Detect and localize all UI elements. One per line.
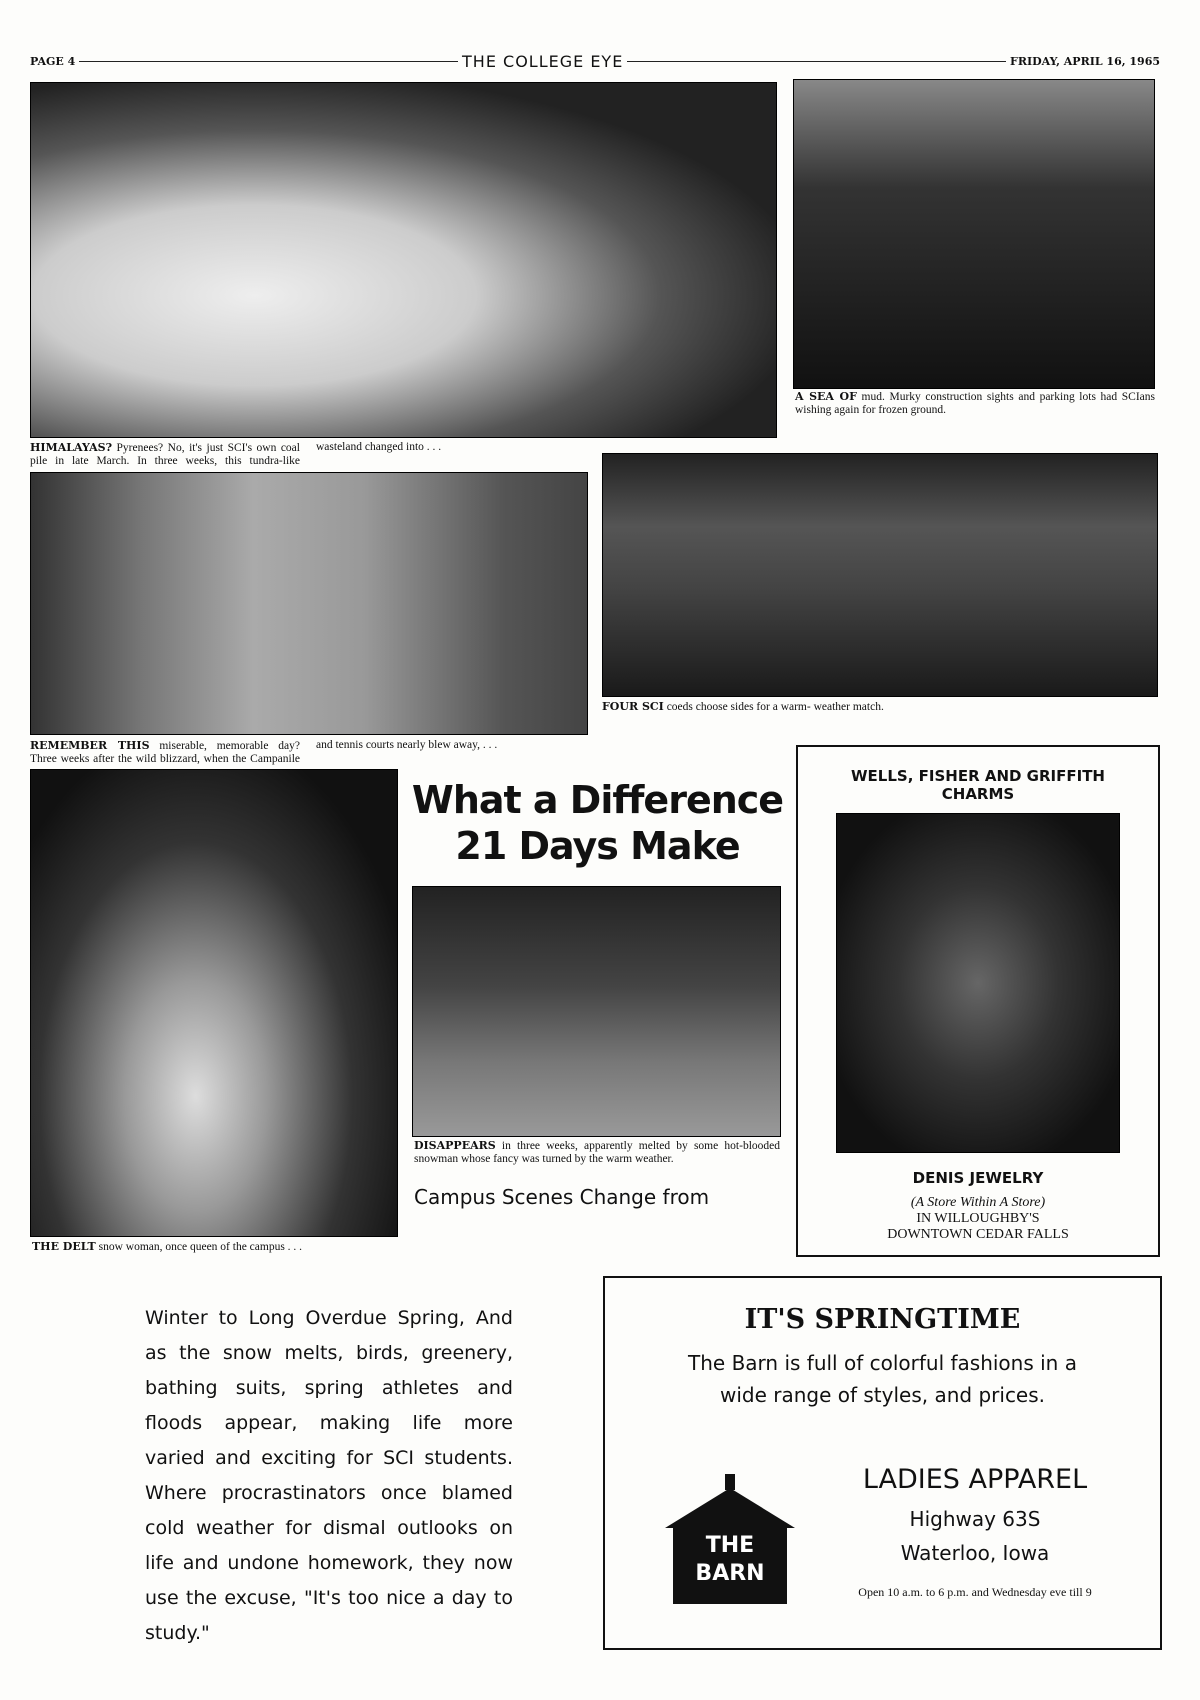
ad-denis-jewelry xyxy=(796,745,1160,1257)
barn-details xyxy=(805,1464,1145,1600)
masthead: THE COLLEGE EYE xyxy=(462,52,624,71)
photo-tennis xyxy=(602,453,1158,697)
rule xyxy=(79,61,458,62)
ad-text: The Barn is full of colorful fashions in a wide range of styles, and prices. xyxy=(688,1351,1077,1407)
photo-melted-snowman xyxy=(412,886,781,1137)
caption-the-delt: THE DELT snow woman, once queen of the campus . . . xyxy=(32,1240,303,1253)
subhead: Campus Scenes Change from xyxy=(414,1185,710,1209)
barn-logo-text: THE BARN xyxy=(673,1526,787,1604)
headline xyxy=(405,777,790,869)
caption-disappears: DISAPPEARS in three weeks, apparently melted by some hot-blooded snowman whose fancy was turned by the warm weather. xyxy=(414,1139,780,1165)
issue-date: FRIDAY, APRIL 16, 1965 xyxy=(1010,55,1161,68)
ad-the-barn xyxy=(603,1276,1162,1650)
city: Waterloo, Iowa xyxy=(900,1541,1050,1565)
caption-himalayas: HIMALAYAS? Pyrenees? No, it's just SCI's own coal pile in late March. In three weeks, this tundra-like wasteland changed into . . . xyxy=(30,441,442,467)
hours: Open 10 a.m. to 6 p.m. and Wednesday eve till 9 xyxy=(858,1585,1092,1599)
location-line: IN WILLOUGHBY'S xyxy=(916,1211,1040,1226)
ad-title: IT'S SPRINGTIME xyxy=(744,1304,1021,1335)
address: Highway 63S xyxy=(909,1507,1041,1531)
photo-coal-pile xyxy=(30,82,777,438)
location-line: DOWNTOWN CEDAR FALLS xyxy=(887,1227,1069,1242)
article-body: Winter to Long Overdue Spring, And as the snow melts, birds, greenery, bathing suits, spring athletes and floods appear, making life more varied and exciting for SCI students. Where procrastinators once blamed cold weather for dismal outlooks on life and undone homework, they now use the excuse, "It's too nice a day to study." xyxy=(145,1307,513,1644)
photo-mud xyxy=(793,79,1155,389)
tagline: (A Store Within A Store) xyxy=(910,1195,1046,1210)
caption-four-sci: FOUR SCI coeds choose sides for a warm- weather match. xyxy=(602,700,884,713)
charm-bracelet-photo xyxy=(836,813,1120,1153)
store-name: DENIS JEWELRY xyxy=(912,1169,1044,1187)
page-header xyxy=(30,52,1160,71)
photo-campanile-fog xyxy=(30,472,588,735)
headline-line-1: What a Difference xyxy=(411,778,784,822)
rule xyxy=(627,61,1006,62)
ad-title: WELLS, FISHER AND GRIFFITH CHARMS xyxy=(851,767,1105,803)
photo-snow-woman xyxy=(30,769,398,1237)
headline-line-2: 21 Days Make xyxy=(455,824,740,868)
caption-remember-this: REMEMBER THIS miserable, memorable day? Three weeks after the wild blizzard, when the Campanile and tennis courts nearly blew away, . . . xyxy=(30,739,498,765)
department: LADIES APPAREL xyxy=(862,1464,1088,1495)
caption-sea-of-mud: A SEA OF mud. Murky construction sights and parking lots had SCIans wishing again for frozen ground. xyxy=(795,390,1155,416)
barn-logo xyxy=(665,1474,795,1604)
page-number: PAGE 4 xyxy=(30,55,76,68)
